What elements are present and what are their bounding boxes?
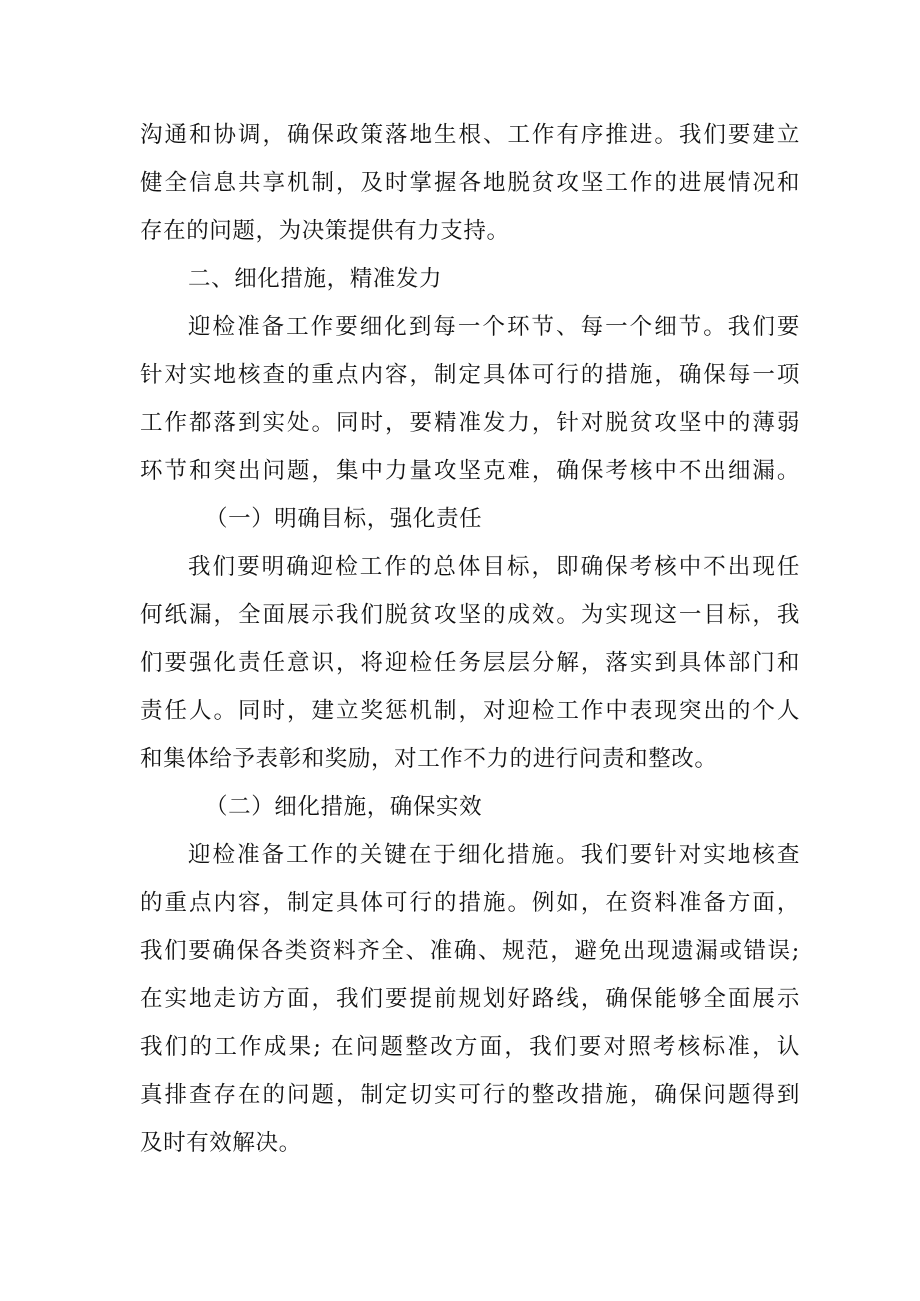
body-text-line: 工作都落到实处。同时，要精准发力，针对脱贫攻坚中的薄弱 xyxy=(140,410,800,436)
body-text-line: 针对实地核查的重点内容，制定具体可行的措施，确保每一项 xyxy=(140,362,800,388)
body-text-line: 迎检准备工作的关键在于细化措施。我们要针对实地核查 xyxy=(188,842,800,868)
body-text-line: 我们要确保各类资料齐全、准确、规范，避免出现遗漏或错误; xyxy=(140,938,800,964)
body-text-line: 在实地走访方面，我们要提前规划好路线，确保能够全面展示 xyxy=(140,986,800,1012)
body-text-line: 沟通和协调，确保政策落地生根、工作有序推进。我们要建立 xyxy=(140,122,800,148)
body-text-line: 们要强化责任意识，将迎检任务层层分解，落实到具体部门和 xyxy=(140,650,800,676)
body-text-line: 及时有效解决。 xyxy=(140,1130,302,1156)
subsection-heading: （一）明确目标，强化责任 xyxy=(205,506,483,532)
body-text-line: 的重点内容，制定具体可行的措施。例如，在资料准备方面， xyxy=(140,890,800,916)
section-heading: 二、细化措施，精准发力 xyxy=(188,266,443,292)
body-text-line: 我们的工作成果; 在问题整改方面，我们要对照考核标准，认 xyxy=(140,1034,800,1060)
body-text-line: 存在的问题，为决策提供有力支持。 xyxy=(140,218,510,244)
body-text-line: 健全信息共享机制，及时掌握各地脱贫攻坚工作的进展情况和 xyxy=(140,170,800,196)
body-text-line: 责任人。同时，建立奖惩机制，对迎检工作中表现突出的个人 xyxy=(140,698,800,724)
body-text-line: 环节和突出问题，集中力量攻坚克难，确保考核中不出细漏。 xyxy=(140,458,800,484)
body-text-line: 我们要明确迎检工作的总体目标，即确保考核中不出现任 xyxy=(188,554,800,580)
body-text-line: 真排查存在的问题，制定切实可行的整改措施，确保问题得到 xyxy=(140,1082,800,1108)
body-text-line: 和集体给予表彰和奖励，对工作不力的进行问责和整改。 xyxy=(140,746,718,772)
body-text-line: 迎检准备工作要细化到每一个环节、每一个细节。我们要 xyxy=(188,314,800,340)
subsection-heading: （二）细化措施，确保实效 xyxy=(205,794,483,820)
body-text-line: 何纸漏，全面展示我们脱贫攻坚的成效。为实现这一目标，我 xyxy=(140,602,800,628)
